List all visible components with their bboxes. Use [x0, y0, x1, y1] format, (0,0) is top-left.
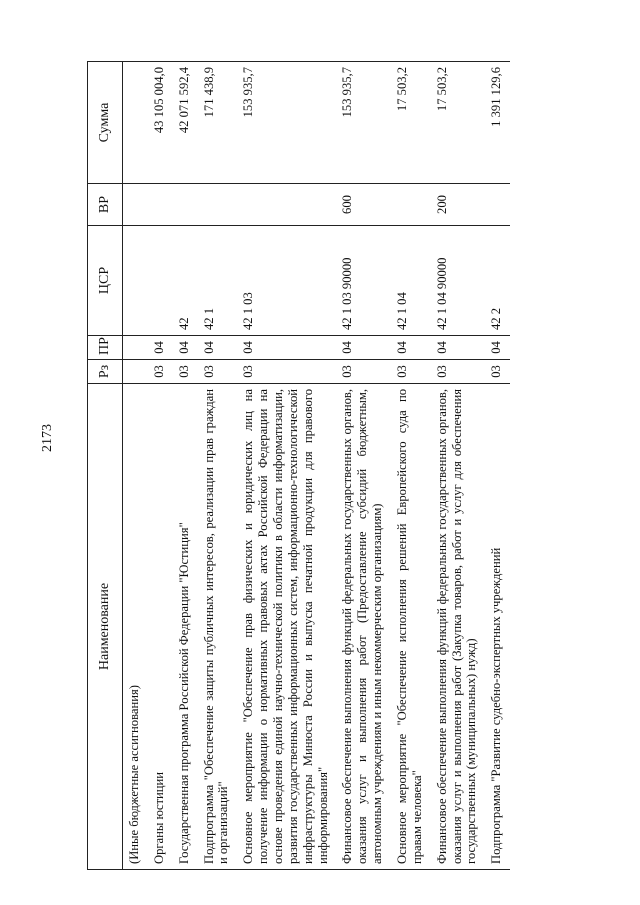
row-csr: 42 1 03: [237, 226, 336, 336]
row-pr: 04: [336, 336, 391, 360]
row-csr: [123, 226, 148, 336]
row-vr: 600: [336, 184, 391, 226]
row-name: Государственная программа Российской Федерации "Юстиция": [173, 384, 198, 870]
row-sum: 17 503,2: [391, 62, 431, 184]
row-name: (Иные бюджетные ассигнования): [123, 384, 148, 870]
row-sum: 42 071 592,4: [173, 62, 198, 184]
row-pr: 04: [431, 336, 486, 360]
row-sum: 17 503,2: [431, 62, 486, 184]
row-csr: 42 1 04 90000: [431, 226, 486, 336]
row-name: Подпрограмма "Обеспечение защиты публичных интересов, реализации прав граждан и организаций": [198, 384, 238, 870]
row-pr: [123, 336, 148, 360]
row-vr: [123, 184, 148, 226]
row-vr: [173, 184, 198, 226]
row-vr: [237, 184, 336, 226]
header-pr: ПР: [88, 336, 123, 360]
row-vr: [391, 184, 431, 226]
row-rz: 03: [148, 360, 173, 384]
row-csr: 42 1 03 90000: [336, 226, 391, 336]
row-sum: [123, 62, 148, 184]
row-csr: 42 2: [485, 226, 510, 336]
table-row: [173, 62, 198, 870]
row-pr: 04: [237, 336, 336, 360]
table-row: [148, 62, 173, 870]
table-row: [336, 62, 391, 870]
table-row: [431, 62, 486, 870]
header-rz: Рз: [88, 360, 123, 384]
header-csr: ЦСР: [88, 226, 123, 336]
row-name: Основное мероприятие "Обеспечение исполнения решений Европейского суда по правам человека": [391, 384, 431, 870]
row-rz: 03: [336, 360, 391, 384]
row-vr: [485, 184, 510, 226]
row-name: Финансовое обеспечение выполнения функций федеральных государственных органов, оказания услуг и выполнения работ (Закупка товаров, работ и услуг для обеспечения государственных (муниципальных) нужд): [431, 384, 486, 870]
row-csr: 42 1: [198, 226, 238, 336]
row-pr: 04: [148, 336, 173, 360]
row-pr: 04: [485, 336, 510, 360]
table-row: [391, 62, 431, 870]
budget-table-page: [87, 62, 607, 870]
row-vr: 200: [431, 184, 486, 226]
row-sum: 43 105 004,0: [148, 62, 173, 184]
row-sum: 153 935,7: [336, 62, 391, 184]
row-pr: 04: [198, 336, 238, 360]
row-rz: 03: [431, 360, 486, 384]
row-rz: 03: [391, 360, 431, 384]
row-csr: 42: [173, 226, 198, 336]
row-rz: 03: [237, 360, 336, 384]
row-rz: 03: [198, 360, 238, 384]
row-sum: 1 391 129,6: [485, 62, 510, 184]
row-rz: 03: [485, 360, 510, 384]
row-vr: [148, 184, 173, 226]
budget-table: [87, 61, 510, 870]
table-row: [198, 62, 238, 870]
header-sum: Сумма: [88, 62, 123, 184]
row-sum: 171 438,9: [198, 62, 238, 184]
table-row: [485, 62, 510, 870]
header-name: Наименование: [88, 384, 123, 870]
row-name: Подпрограмма "Развитие судебно-экспертных учреждений: [485, 384, 510, 870]
row-csr: [148, 226, 173, 336]
header-vr: ВР: [88, 184, 123, 226]
row-name: Основное мероприятие "Обеспечение прав физических и юридических лиц на получение информации о нормативных правовых актах Российской Федерации на основе проведения единой научно-технической политики в области информатизации, развития государственных информационных систем, информационно-технологической инфраструктуры Минюста России и выпуска печатной продукции для правового информирования": [237, 384, 336, 870]
row-rz: 03: [173, 360, 198, 384]
row-csr: 42 1 04: [391, 226, 431, 336]
table-row: [123, 62, 148, 870]
row-rz: [123, 360, 148, 384]
row-name: Финансовое обеспечение выполнения функций федеральных государственных органов, оказания услуг и выполнения работ (Предоставление субсидий бюджетным, автономным учреждениям и иным некоммерческим организациям): [336, 384, 391, 870]
page-number: 2173: [40, 424, 55, 452]
row-vr: [198, 184, 238, 226]
row-sum: 153 935,7: [237, 62, 336, 184]
row-pr: 04: [173, 336, 198, 360]
table-header-row: [88, 62, 123, 870]
row-pr: 04: [391, 336, 431, 360]
table-row: [237, 62, 336, 870]
row-name: Органы юстиции: [148, 384, 173, 870]
